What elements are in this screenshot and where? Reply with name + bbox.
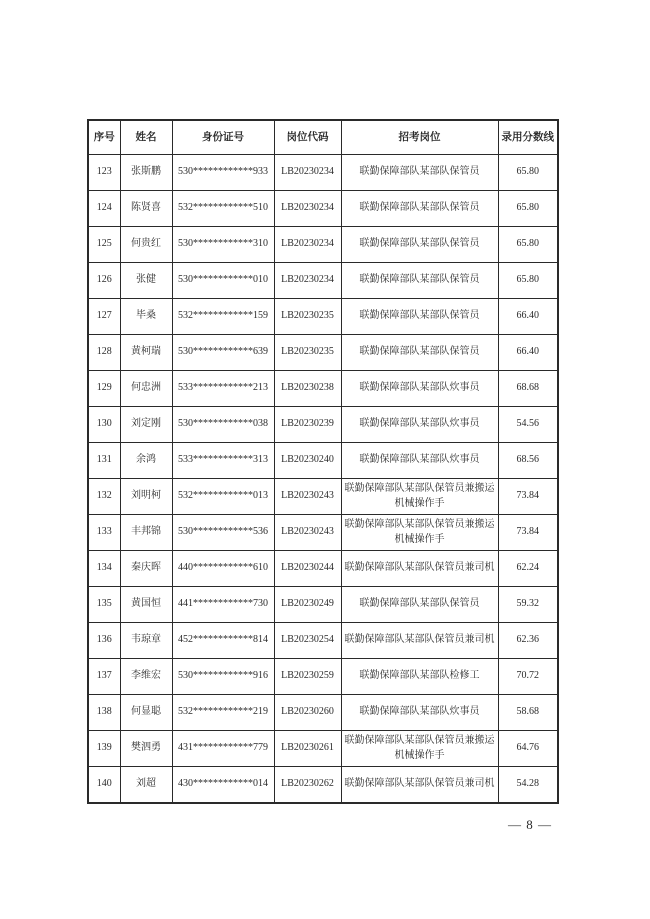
cell-no: 125: [88, 227, 120, 263]
cell-id: 532************510: [172, 191, 274, 227]
cell-name: 刘超: [120, 767, 172, 803]
cell-score: 70.72: [498, 659, 558, 695]
cell-no: 134: [88, 551, 120, 587]
cell-code: LB20230234: [274, 155, 341, 191]
table-row: [88, 479, 558, 515]
table-row: [88, 551, 558, 587]
cell-no: 140: [88, 767, 120, 803]
cell-id: 532************013: [172, 479, 274, 515]
cell-no: 123: [88, 155, 120, 191]
cell-id: 441************730: [172, 587, 274, 623]
cell-name: 刘定刚: [120, 407, 172, 443]
cell-id: 440************610: [172, 551, 274, 587]
table-row: [88, 263, 558, 299]
table-row: [88, 587, 558, 623]
table-row: [88, 623, 558, 659]
cell-score: 65.80: [498, 227, 558, 263]
table-row: [88, 407, 558, 443]
table-row: [88, 299, 558, 335]
cell-code: LB20230254: [274, 623, 341, 659]
cell-score: 66.40: [498, 299, 558, 335]
cell-position: 联勤保障部队某部队保管员兼搬运机械操作手: [341, 479, 498, 515]
cell-code: LB20230234: [274, 191, 341, 227]
cell-name: 何显聪: [120, 695, 172, 731]
cell-code: LB20230234: [274, 263, 341, 299]
cell-code: LB20230239: [274, 407, 341, 443]
cell-code: LB20230249: [274, 587, 341, 623]
cell-no: 124: [88, 191, 120, 227]
cell-code: LB20230235: [274, 335, 341, 371]
cell-id: 530************536: [172, 515, 274, 551]
page-number: — 8 —: [508, 817, 552, 832]
cell-position: 联勤保障部队某部队保管员: [341, 335, 498, 371]
cell-code: LB20230261: [274, 731, 341, 767]
cell-position: 联勤保障部队某部队保管员: [341, 227, 498, 263]
cell-position: 联勤保障部队某部队检修工: [341, 659, 498, 695]
cell-position: 联勤保障部队某部队保管员: [341, 299, 498, 335]
cell-id: 530************010: [172, 263, 274, 299]
cell-position: 联勤保障部队某部队保管员兼司机: [341, 767, 498, 803]
cell-position: 联勤保障部队某部队保管员兼搬运机械操作手: [341, 515, 498, 551]
table-row: [88, 659, 558, 695]
cell-no: 138: [88, 695, 120, 731]
table-row: [88, 227, 558, 263]
table-row: [88, 695, 558, 731]
cell-score: 62.24: [498, 551, 558, 587]
cell-id: 431************779: [172, 731, 274, 767]
cell-position: 联勤保障部队某部队保管员兼司机: [341, 623, 498, 659]
cell-score: 54.28: [498, 767, 558, 803]
table-row: [88, 191, 558, 227]
cell-name: 黄柯瑞: [120, 335, 172, 371]
table-row: [88, 335, 558, 371]
cell-code: LB20230260: [274, 695, 341, 731]
cell-code: LB20230240: [274, 443, 341, 479]
cell-id: 530************916: [172, 659, 274, 695]
cell-name: 何忠洲: [120, 371, 172, 407]
cell-position: 联勤保障部队某部队炊事员: [341, 407, 498, 443]
cell-code: LB20230243: [274, 479, 341, 515]
cell-no: 136: [88, 623, 120, 659]
cell-name: 黄国恒: [120, 587, 172, 623]
cell-id: 532************219: [172, 695, 274, 731]
cell-id: 452************814: [172, 623, 274, 659]
cell-score: 65.80: [498, 263, 558, 299]
cell-no: 126: [88, 263, 120, 299]
cell-score: 65.80: [498, 155, 558, 191]
table-row: [88, 155, 558, 191]
cell-position: 联勤保障部队某部队炊事员: [341, 371, 498, 407]
cell-name: 李维宏: [120, 659, 172, 695]
recruitment-score-table: [87, 119, 559, 804]
cell-position: 联勤保障部队某部队保管员: [341, 263, 498, 299]
cell-score: 65.80: [498, 191, 558, 227]
cell-name: 秦庆晖: [120, 551, 172, 587]
cell-id: 533************313: [172, 443, 274, 479]
cell-id: 530************310: [172, 227, 274, 263]
header-position-code: 岗位代码: [274, 120, 341, 155]
cell-score: 59.32: [498, 587, 558, 623]
cell-code: LB20230234: [274, 227, 341, 263]
cell-name: 毕桑: [120, 299, 172, 335]
table-row: [88, 515, 558, 551]
cell-position: 联勤保障部队某部队炊事员: [341, 695, 498, 731]
cell-name: 余鸿: [120, 443, 172, 479]
table-row: [88, 767, 558, 803]
table-header-row: [88, 120, 558, 155]
cell-code: LB20230235: [274, 299, 341, 335]
cell-code: LB20230259: [274, 659, 341, 695]
cell-position: 联勤保障部队某部队炊事员: [341, 443, 498, 479]
cell-no: 133: [88, 515, 120, 551]
cell-code: LB20230238: [274, 371, 341, 407]
table-body: [88, 155, 558, 803]
cell-code: LB20230243: [274, 515, 341, 551]
cell-id: 530************933: [172, 155, 274, 191]
cell-name: 张斯鹏: [120, 155, 172, 191]
cell-no: 139: [88, 731, 120, 767]
cell-id: 533************213: [172, 371, 274, 407]
cell-name: 韦琼章: [120, 623, 172, 659]
cell-id: 430************014: [172, 767, 274, 803]
cell-no: 129: [88, 371, 120, 407]
cell-position: 联勤保障部队某部队保管员兼搬运机械操作手: [341, 731, 498, 767]
cell-name: 张健: [120, 263, 172, 299]
cell-score: 68.56: [498, 443, 558, 479]
cell-score: 73.84: [498, 515, 558, 551]
cell-score: 62.36: [498, 623, 558, 659]
cell-position: 联勤保障部队某部队保管员: [341, 191, 498, 227]
cell-position: 联勤保障部队某部队保管员: [341, 587, 498, 623]
table-row: [88, 443, 558, 479]
cell-code: LB20230262: [274, 767, 341, 803]
cell-no: 128: [88, 335, 120, 371]
cell-id: 530************639: [172, 335, 274, 371]
header-serial-number: 序号: [88, 120, 120, 155]
cell-no: 130: [88, 407, 120, 443]
cell-code: LB20230244: [274, 551, 341, 587]
cell-name: 陈贤喜: [120, 191, 172, 227]
header-recruitment-position: 招考岗位: [341, 120, 498, 155]
cell-score: 64.76: [498, 731, 558, 767]
header-admission-score-line: 录用分数线: [498, 120, 558, 155]
cell-position: 联勤保障部队某部队保管员: [341, 155, 498, 191]
cell-score: 68.68: [498, 371, 558, 407]
table-row: [88, 371, 558, 407]
header-name: 姓名: [120, 120, 172, 155]
cell-name: 丰邦锦: [120, 515, 172, 551]
cell-score: 58.68: [498, 695, 558, 731]
header-id-number: 身份证号: [172, 120, 274, 155]
cell-score: 54.56: [498, 407, 558, 443]
cell-no: 135: [88, 587, 120, 623]
cell-id: 530************038: [172, 407, 274, 443]
cell-id: 532************159: [172, 299, 274, 335]
cell-score: 66.40: [498, 335, 558, 371]
cell-no: 137: [88, 659, 120, 695]
cell-no: 132: [88, 479, 120, 515]
table-row: [88, 731, 558, 767]
cell-name: 何贵红: [120, 227, 172, 263]
cell-score: 73.84: [498, 479, 558, 515]
cell-name: 樊泗勇: [120, 731, 172, 767]
cell-no: 127: [88, 299, 120, 335]
cell-no: 131: [88, 443, 120, 479]
cell-position: 联勤保障部队某部队保管员兼司机: [341, 551, 498, 587]
cell-name: 刘明柯: [120, 479, 172, 515]
